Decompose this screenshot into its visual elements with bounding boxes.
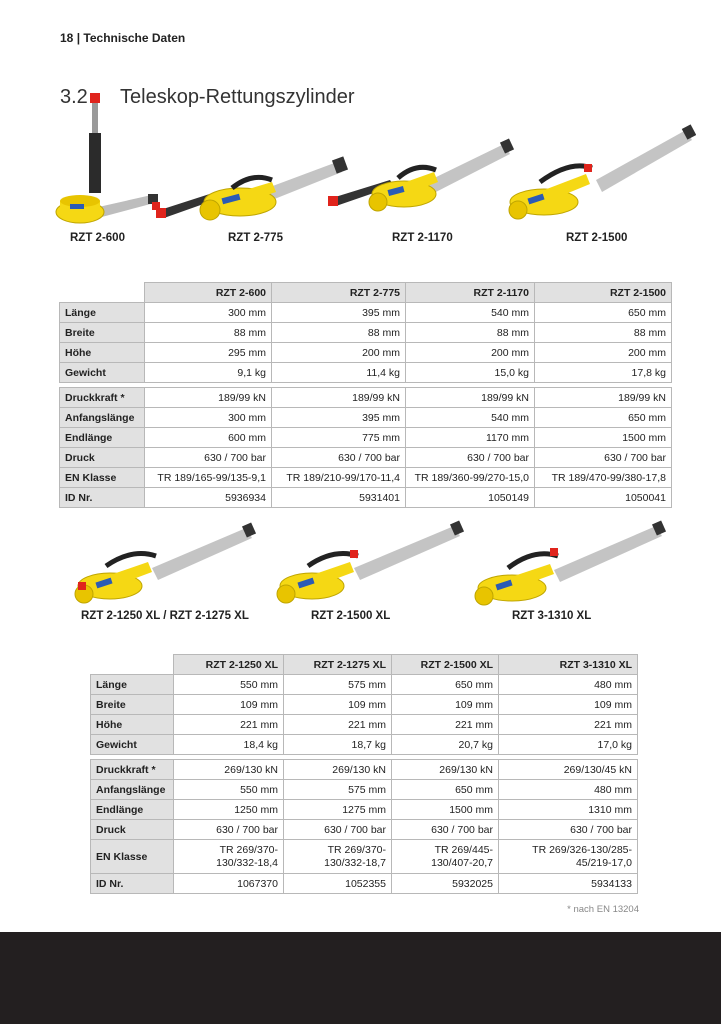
spec-table-2 bbox=[90, 654, 638, 894]
spec-table-1 bbox=[59, 282, 672, 508]
section-heading: Teleskop-Rettungszylinder bbox=[120, 86, 355, 108]
section-number: 3.2 bbox=[60, 86, 88, 108]
footer-band bbox=[0, 932, 721, 1024]
table-cell: 650 mm bbox=[392, 780, 499, 800]
row-label: Breite bbox=[60, 323, 145, 343]
table-cell: 11,4 kg bbox=[272, 363, 406, 383]
row-label: Breite bbox=[91, 695, 174, 715]
product-label: RZT 2-1170 bbox=[392, 232, 453, 244]
table-cell: 269/130 kN bbox=[392, 760, 499, 780]
table-cell: 109 mm bbox=[499, 695, 638, 715]
table-cell: 630 / 700 bar bbox=[174, 820, 284, 840]
table-row bbox=[91, 820, 638, 840]
table-cell: TR 269/370-130/332-18,4 bbox=[174, 840, 284, 874]
table-cell: 5936934 bbox=[145, 488, 272, 508]
column-header: RZT 2-1275 XL bbox=[284, 655, 392, 675]
table-cell: 575 mm bbox=[284, 780, 392, 800]
table-row bbox=[60, 388, 672, 408]
product-label: RZT 3-1310 XL bbox=[512, 610, 592, 622]
table-cell: TR 269/326-130/285-45/219-17,0 bbox=[499, 840, 638, 874]
table-cell: 269/130 kN bbox=[174, 760, 284, 780]
header-title: Technische Daten bbox=[83, 31, 186, 45]
product-label: RZT 2-600 bbox=[70, 232, 125, 244]
table-cell: 221 mm bbox=[284, 715, 392, 735]
table-cell: 775 mm bbox=[272, 428, 406, 448]
table-cell: 269/130/45 kN bbox=[499, 760, 638, 780]
header-separator: | bbox=[76, 31, 81, 45]
product-image-rzt-2-600 bbox=[52, 90, 162, 230]
table-cell: 1067370 bbox=[174, 874, 284, 894]
table-cell: 1250 mm bbox=[174, 800, 284, 820]
table-row bbox=[91, 715, 638, 735]
table-cell: 650 mm bbox=[535, 408, 672, 428]
product-label: RZT 2-1500 XL bbox=[311, 610, 391, 622]
table-cell: 1500 mm bbox=[535, 428, 672, 448]
table-cell: 630 / 700 bar bbox=[272, 448, 406, 468]
table-cell: 630 / 700 bar bbox=[406, 448, 535, 468]
table-cell: 20,7 kg bbox=[392, 735, 499, 755]
product-image-rzt-2-1250-xl bbox=[72, 522, 256, 606]
row-label: Höhe bbox=[60, 343, 145, 363]
table-cell: 189/99 kN bbox=[535, 388, 672, 408]
table-cell: 1500 mm bbox=[392, 800, 499, 820]
row-label: Gewicht bbox=[60, 363, 145, 383]
row-label: EN Klasse bbox=[91, 840, 174, 874]
table-cell: 395 mm bbox=[272, 408, 406, 428]
table-header-row bbox=[91, 655, 638, 675]
table-cell: 200 mm bbox=[272, 343, 406, 363]
page-header bbox=[60, 31, 185, 45]
table-row bbox=[60, 303, 672, 323]
table-row bbox=[91, 800, 638, 820]
column-header: RZT 3-1310 XL bbox=[499, 655, 638, 675]
table-cell: 540 mm bbox=[406, 408, 535, 428]
row-label: EN Klasse bbox=[60, 468, 145, 488]
row-label: Länge bbox=[91, 675, 174, 695]
row-label: Druck bbox=[91, 820, 174, 840]
table-row bbox=[91, 840, 638, 874]
table-cell: 650 mm bbox=[535, 303, 672, 323]
table-cell: 88 mm bbox=[535, 323, 672, 343]
table-cell: 395 mm bbox=[272, 303, 406, 323]
product-label: RZT 2-775 bbox=[228, 232, 283, 244]
table-cell: 200 mm bbox=[535, 343, 672, 363]
page-number: 18 bbox=[60, 31, 74, 45]
table-cell: TR 189/470-99/380-17,8 bbox=[535, 468, 672, 488]
table-cell: 5934133 bbox=[499, 874, 638, 894]
table-cell: 300 mm bbox=[145, 303, 272, 323]
table-cell: 1275 mm bbox=[284, 800, 392, 820]
table-cell: 88 mm bbox=[406, 323, 535, 343]
table-cell: 1310 mm bbox=[499, 800, 638, 820]
table-cell: 221 mm bbox=[174, 715, 284, 735]
row-label: Druckkraft * bbox=[91, 760, 174, 780]
row-label: Druck bbox=[60, 448, 145, 468]
table-cell: TR 189/165-99/135-9,1 bbox=[145, 468, 272, 488]
table-cell: 109 mm bbox=[174, 695, 284, 715]
table-row bbox=[91, 874, 638, 894]
table-cell: 189/99 kN bbox=[272, 388, 406, 408]
table-cell: 221 mm bbox=[392, 715, 499, 735]
table-row bbox=[60, 363, 672, 383]
table-cell: 189/99 kN bbox=[145, 388, 272, 408]
table-cell: 630 / 700 bar bbox=[284, 820, 392, 840]
table-cell: 200 mm bbox=[406, 343, 535, 363]
footnote: * nach EN 13204 bbox=[567, 904, 639, 915]
product-image-rzt-3-1310-xl bbox=[470, 520, 666, 608]
table-cell: 269/130 kN bbox=[284, 760, 392, 780]
product-image-rzt-2-1500 bbox=[500, 124, 696, 228]
table-cell: 18,4 kg bbox=[174, 735, 284, 755]
row-label: ID Nr. bbox=[91, 874, 174, 894]
table-cell: 480 mm bbox=[499, 675, 638, 695]
table-cell: 550 mm bbox=[174, 780, 284, 800]
row-label: ID Nr. bbox=[60, 488, 145, 508]
table-cell: 18,7 kg bbox=[284, 735, 392, 755]
product-image-rzt-2-775 bbox=[152, 150, 352, 230]
product-image-rzt-2-1500-xl bbox=[272, 520, 464, 606]
column-header: RZT 2-600 bbox=[145, 283, 272, 303]
table-cell: 17,8 kg bbox=[535, 363, 672, 383]
column-header: RZT 2-1250 XL bbox=[174, 655, 284, 675]
table-corner bbox=[60, 283, 145, 303]
table-cell: TR 189/360-99/270-15,0 bbox=[406, 468, 535, 488]
table-cell: 550 mm bbox=[174, 675, 284, 695]
table-cell: 630 / 700 bar bbox=[392, 820, 499, 840]
table-cell: TR 269/445-130/407-20,7 bbox=[392, 840, 499, 874]
row-label: Anfangslänge bbox=[60, 408, 145, 428]
table-cell: 480 mm bbox=[499, 780, 638, 800]
table-cell: 600 mm bbox=[145, 428, 272, 448]
table-cell: 575 mm bbox=[284, 675, 392, 695]
table-row bbox=[60, 468, 672, 488]
table-row bbox=[91, 675, 638, 695]
table-row bbox=[60, 428, 672, 448]
table-row bbox=[91, 695, 638, 715]
table-cell: 295 mm bbox=[145, 343, 272, 363]
row-label: Länge bbox=[60, 303, 145, 323]
column-header: RZT 2-775 bbox=[272, 283, 406, 303]
table-cell: 1170 mm bbox=[406, 428, 535, 448]
row-label: Höhe bbox=[91, 715, 174, 735]
product-label: RZT 2-1500 bbox=[566, 232, 628, 244]
table-cell: 5931401 bbox=[272, 488, 406, 508]
table-row bbox=[91, 760, 638, 780]
table-cell: 17,0 kg bbox=[499, 735, 638, 755]
table-cell: TR 189/210-99/170-11,4 bbox=[272, 468, 406, 488]
table-row bbox=[91, 780, 638, 800]
table-row bbox=[91, 735, 638, 755]
row-label: Endlänge bbox=[60, 428, 145, 448]
row-label: Druckkraft * bbox=[60, 388, 145, 408]
table-row bbox=[60, 408, 672, 428]
table-cell: 15,0 kg bbox=[406, 363, 535, 383]
table-cell: 88 mm bbox=[272, 323, 406, 343]
table-row bbox=[60, 323, 672, 343]
table-cell: 630 / 700 bar bbox=[535, 448, 672, 468]
table-cell: 88 mm bbox=[145, 323, 272, 343]
table-cell: 1050149 bbox=[406, 488, 535, 508]
table-cell: 1052355 bbox=[284, 874, 392, 894]
table-cell: 540 mm bbox=[406, 303, 535, 323]
table-row bbox=[60, 448, 672, 468]
table-row bbox=[60, 343, 672, 363]
table-cell: 1050041 bbox=[535, 488, 672, 508]
product-label: RZT 2-1250 XL / RZT 2-1275 XL bbox=[81, 610, 249, 622]
row-label: Gewicht bbox=[91, 735, 174, 755]
table-cell: 630 / 700 bar bbox=[499, 820, 638, 840]
table-header-row bbox=[60, 283, 672, 303]
row-label: Endlänge bbox=[91, 800, 174, 820]
column-header: RZT 2-1500 XL bbox=[392, 655, 499, 675]
table-cell: 221 mm bbox=[499, 715, 638, 735]
table-cell: 189/99 kN bbox=[406, 388, 535, 408]
table-cell: 109 mm bbox=[284, 695, 392, 715]
product-image-rzt-2-1170 bbox=[326, 138, 516, 228]
table-cell: TR 269/370-130/332-18,7 bbox=[284, 840, 392, 874]
column-header: RZT 2-1170 bbox=[406, 283, 535, 303]
table-cell: 5932025 bbox=[392, 874, 499, 894]
table-cell: 650 mm bbox=[392, 675, 499, 695]
table-corner bbox=[91, 655, 174, 675]
table-cell: 630 / 700 bar bbox=[145, 448, 272, 468]
column-header: RZT 2-1500 bbox=[535, 283, 672, 303]
table-row bbox=[60, 488, 672, 508]
table-cell: 9,1 kg bbox=[145, 363, 272, 383]
table-cell: 300 mm bbox=[145, 408, 272, 428]
row-label: Anfangslänge bbox=[91, 780, 174, 800]
table-cell: 109 mm bbox=[392, 695, 499, 715]
